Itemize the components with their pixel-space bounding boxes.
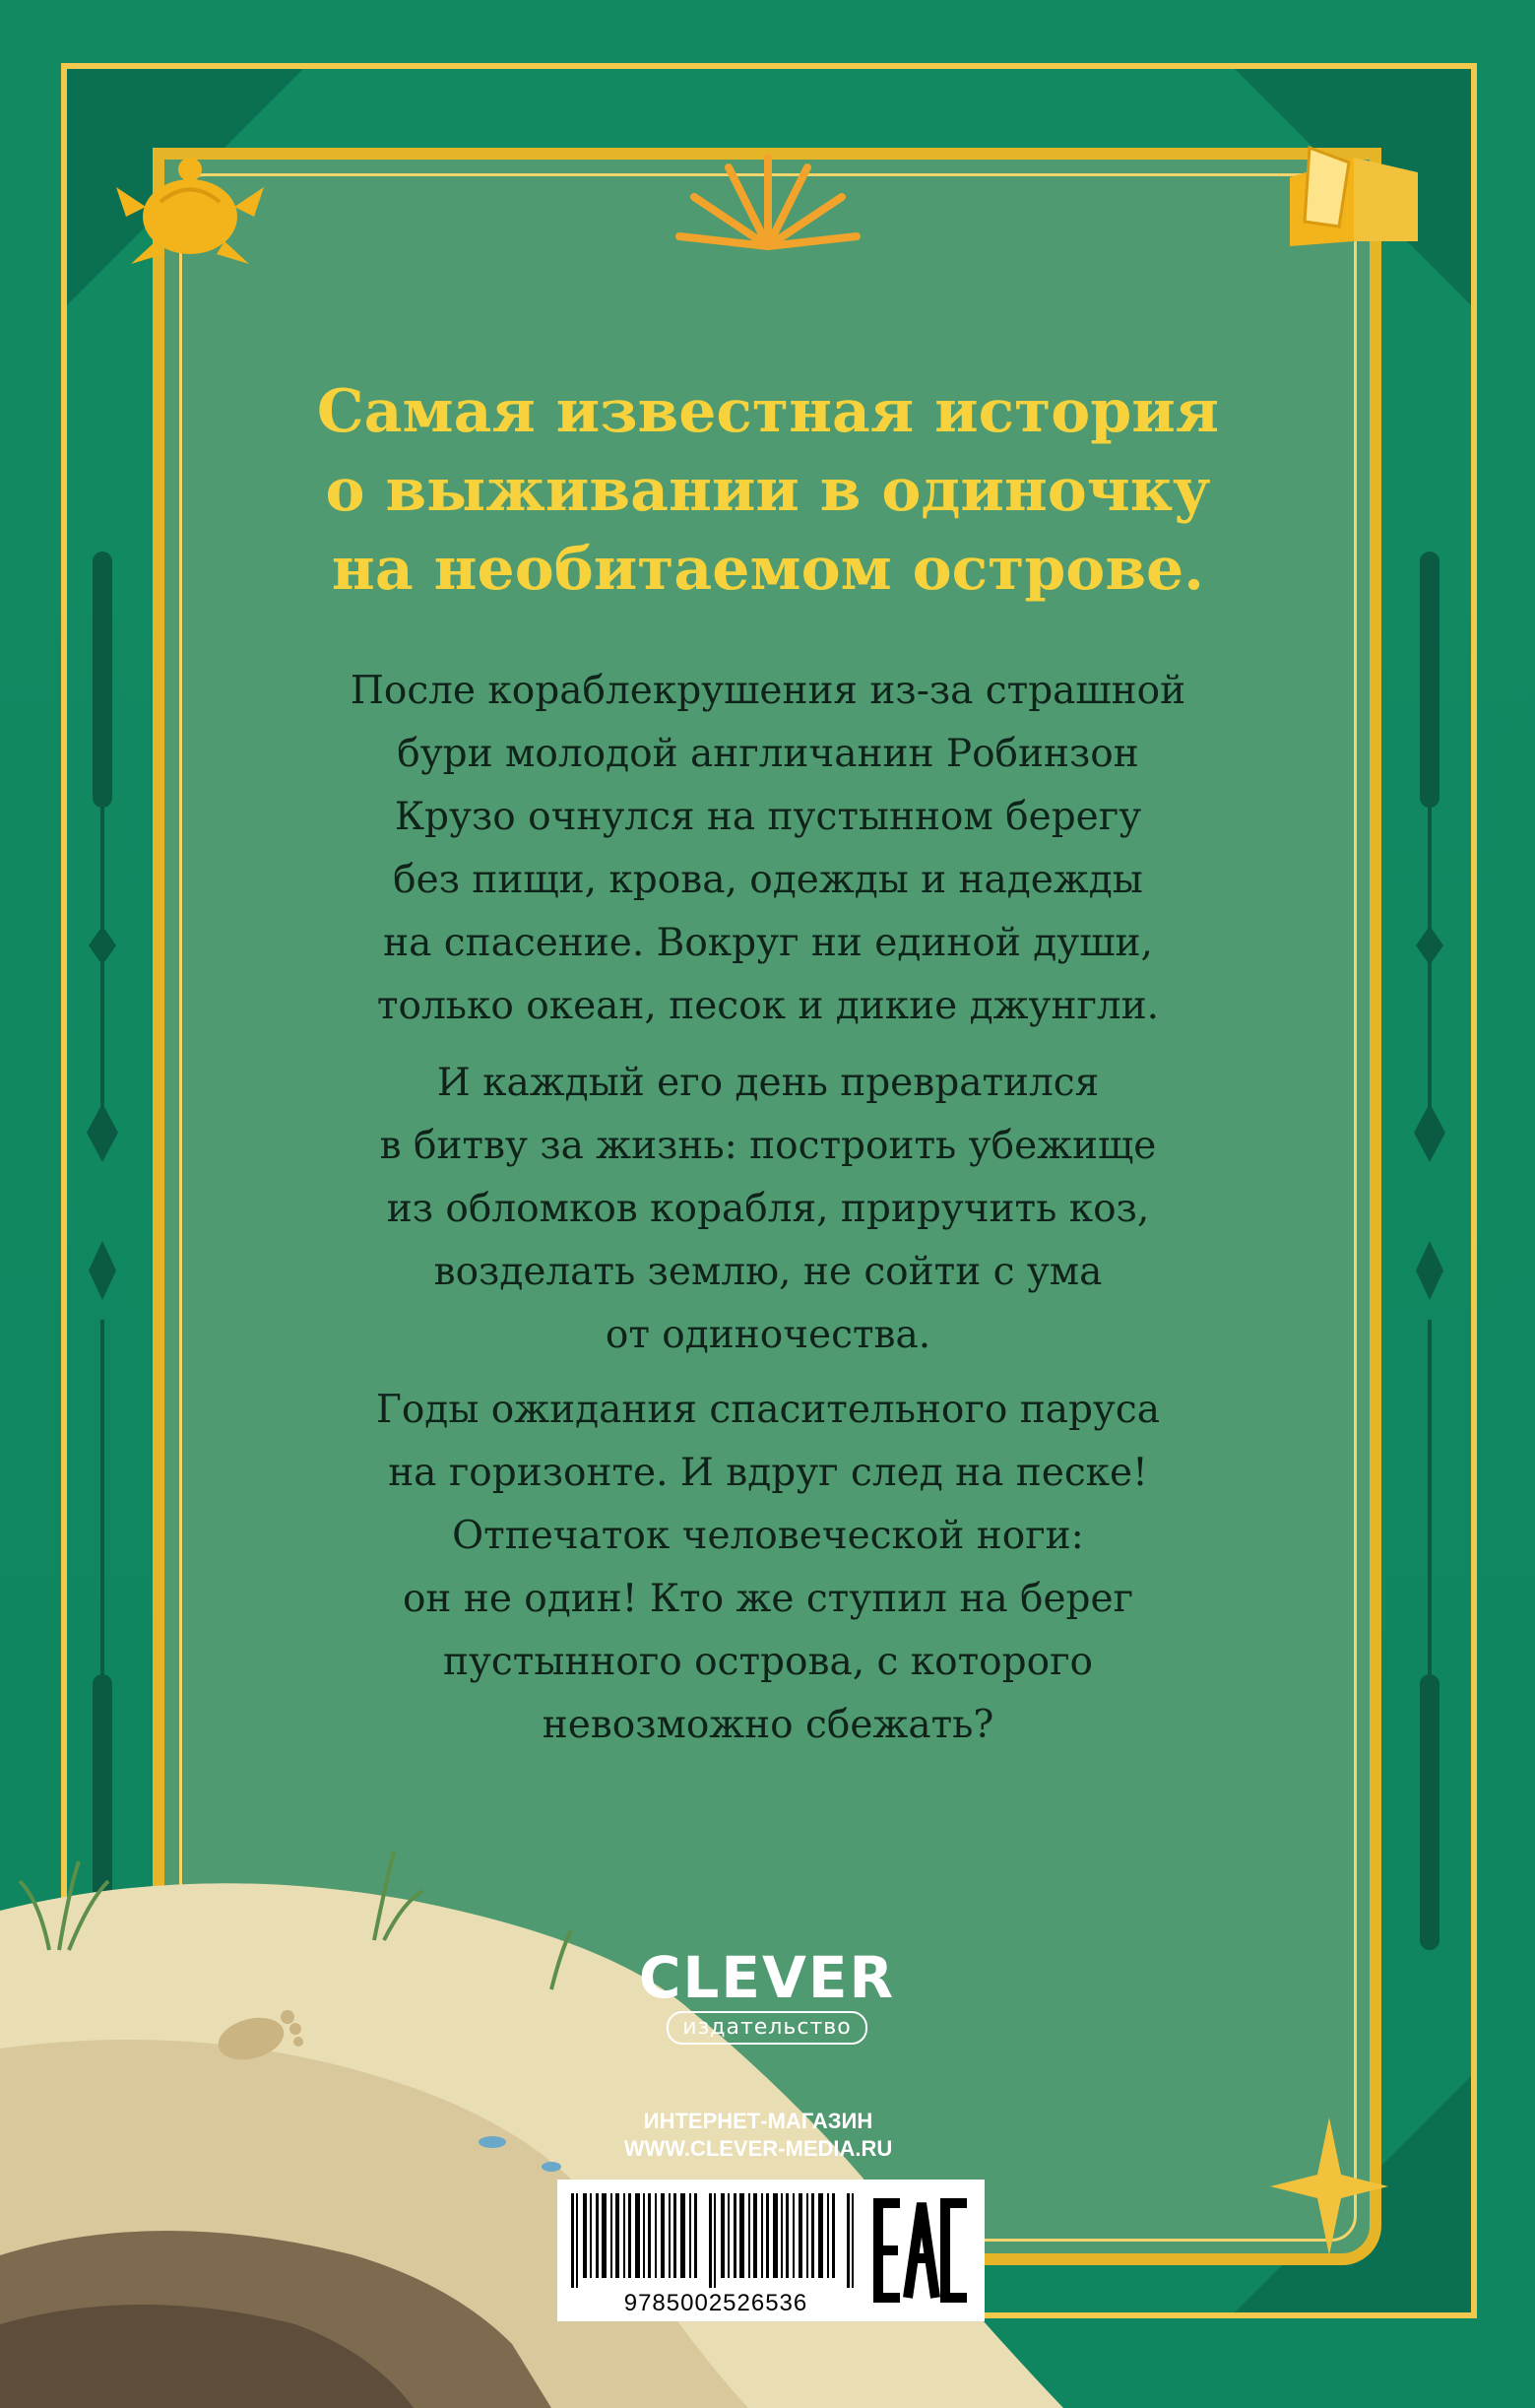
isbn-number: 9785002526536 xyxy=(623,2290,808,2316)
barcode xyxy=(571,2193,857,2288)
text-line: бури молодой англичанин Робинзон xyxy=(397,732,1139,776)
tagline xyxy=(256,372,1280,609)
text-line: без пищи, крова, одежды и надежды xyxy=(393,858,1143,902)
shop-info xyxy=(601,2108,916,2163)
eac-mark xyxy=(872,2197,971,2304)
text-line: Отпечаток человеческой ноги: xyxy=(452,1514,1084,1558)
text-line: возделать землю, не сойти с ума xyxy=(433,1250,1103,1294)
text-line: И каждый его день превратился xyxy=(436,1061,1100,1105)
text-line: от одиночества. xyxy=(605,1313,931,1357)
text-line: на спасение. Вокруг ни единой души, xyxy=(383,921,1153,965)
paragraph-2 xyxy=(256,1052,1280,1367)
text-line: в битву за жизнь: построить убежище xyxy=(379,1124,1157,1168)
turtle-icon xyxy=(106,148,274,276)
text-line: пустынного острова, с которого xyxy=(442,1640,1094,1684)
star-icon xyxy=(1270,2117,1388,2255)
text-line: из обломков корабля, приручить коз, xyxy=(386,1187,1150,1231)
text-line: он не один! Кто же ступил на берег xyxy=(402,1577,1134,1621)
text-line: невозможно сбежать? xyxy=(542,1703,994,1747)
right-ornament xyxy=(1410,552,1449,1970)
shop-label: ИНТЕРНЕТ-МАГАЗИН xyxy=(643,2109,873,2133)
left-ornament xyxy=(83,552,122,1970)
text-line: только океан, песок и дикие джунгли. xyxy=(376,984,1160,1028)
tagline-line: о выживании в одиночку xyxy=(325,456,1211,525)
text-line: Крузо очнулся на пустынном берегу xyxy=(394,795,1142,839)
tagline-line: Самая известная история xyxy=(316,377,1220,446)
text-line: После кораблекрушения из-за страшной xyxy=(350,669,1186,713)
barcode-area xyxy=(557,2180,985,2321)
shop-url: WWW.CLEVER-MEDIA.RU xyxy=(623,2136,893,2161)
open-book-icon xyxy=(1270,128,1438,256)
publisher-name: CLEVER xyxy=(638,1944,896,2011)
text-line: Годы ожидания спасительного паруса xyxy=(376,1388,1160,1432)
publisher-logo xyxy=(634,1944,900,2045)
text-line: на горизонте. И вдруг след на песке! xyxy=(388,1451,1148,1495)
publisher-subtitle: издательство xyxy=(667,2011,866,2045)
tagline-line: на необитаемом острове. xyxy=(331,535,1205,604)
paragraph-3 xyxy=(256,1379,1280,1757)
paragraph-1 xyxy=(256,660,1280,1038)
sun-icon xyxy=(670,148,866,256)
